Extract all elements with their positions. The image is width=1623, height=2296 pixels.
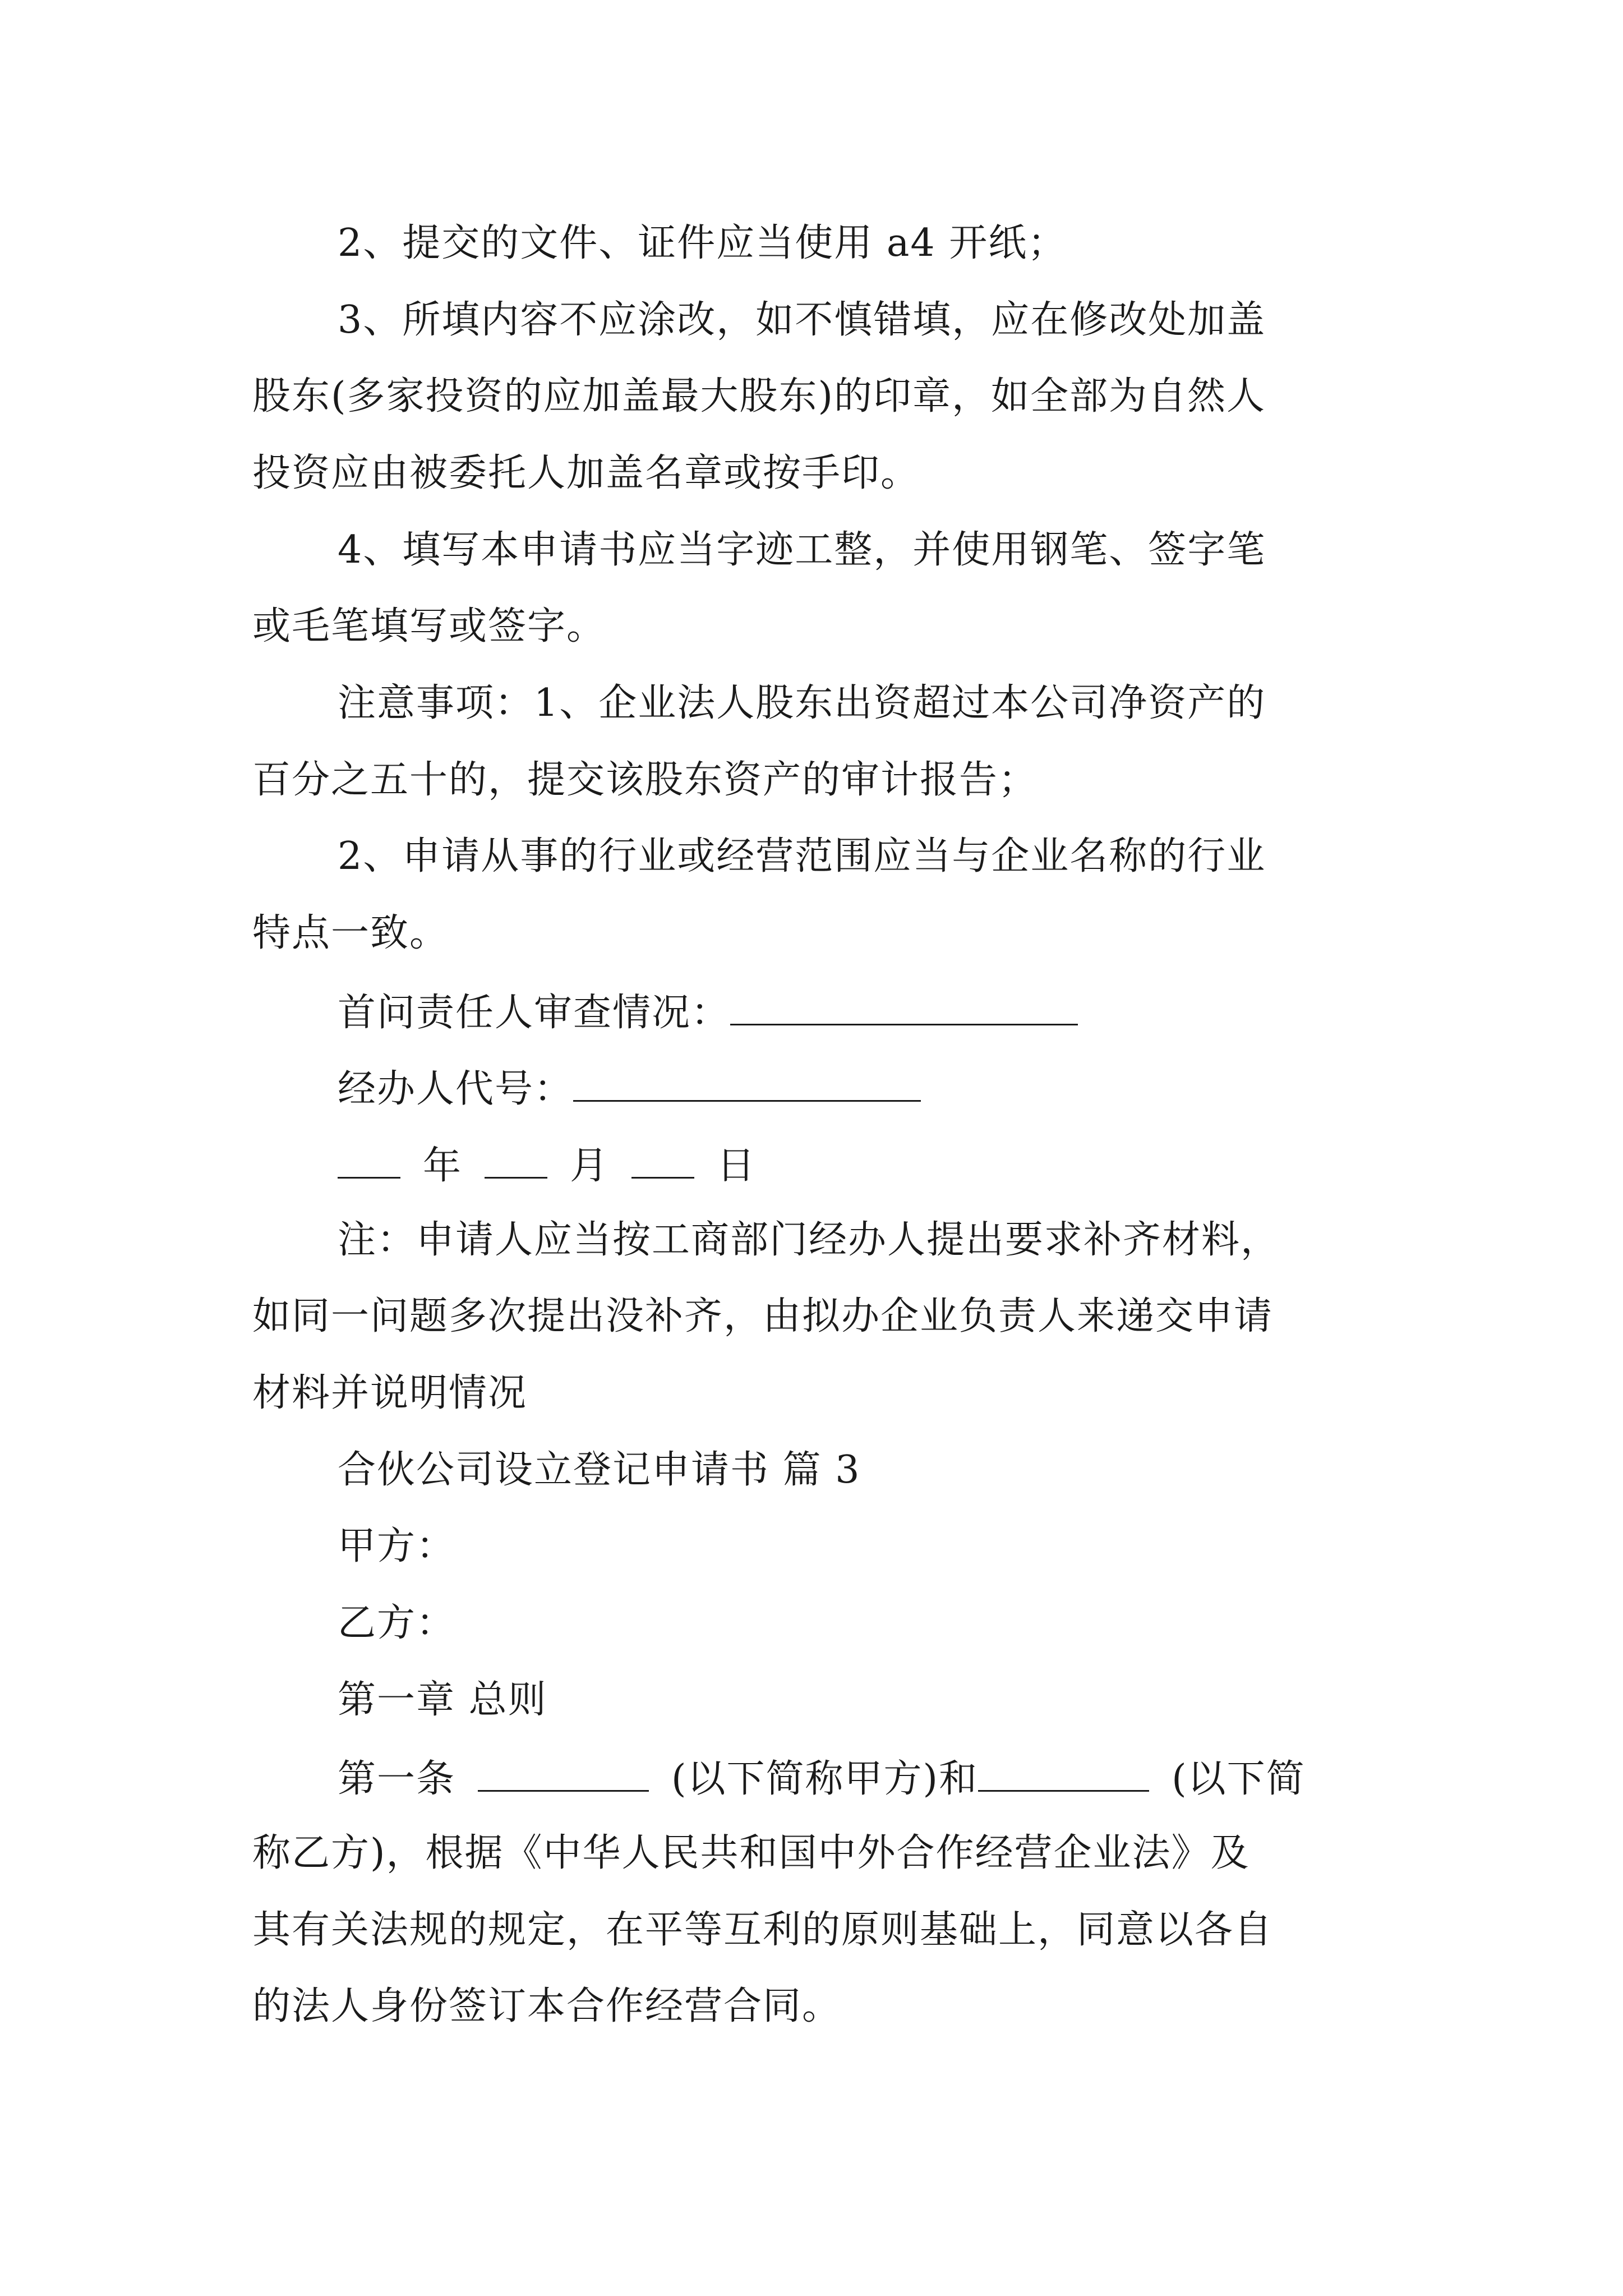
- party-a-abbrev: (以下简称甲方)和: [671, 1757, 979, 1801]
- text-line: 或毛笔填写或签字。: [252, 604, 606, 648]
- article-one-label: 第一条: [338, 1757, 456, 1801]
- party-a-label: 甲方：: [338, 1524, 456, 1568]
- month-label: 月: [570, 1144, 610, 1188]
- text-line: 材料并说明情况: [252, 1371, 528, 1415]
- year-label: 年: [423, 1144, 463, 1188]
- text-line: 其有关法规的规定，在平等互利的原则基础上，同意以各自: [252, 1908, 1274, 1952]
- text-line: 百分之五十的，提交该股东资产的审计报告；: [252, 758, 1038, 802]
- text-line: 的法人身份签订本合作经营合同。: [252, 1984, 842, 2028]
- day-blank: [631, 1144, 694, 1179]
- party-b-label: 乙方：: [338, 1601, 456, 1645]
- day-label: 日: [717, 1144, 757, 1188]
- chapter-heading: 第一章 总则: [338, 1678, 547, 1722]
- text-line: 注：申请人应当按工商部门经办人提出要求补齐材料，: [338, 1218, 1280, 1262]
- text-line: 如同一问题多次提出没补齐，由拟办企业负责人来递交申请: [252, 1294, 1274, 1338]
- text-line: 4、填写本申请书应当字迹工整，并使用钢笔、签字笔: [338, 528, 1266, 572]
- date-line: [338, 1144, 1392, 1188]
- agent-code-line: [338, 1067, 1392, 1111]
- review-label: 首问责任人审查情况：: [338, 991, 731, 1035]
- party-b-abbrev: (以下简: [1172, 1757, 1306, 1801]
- text-line: 3、所填内容不应涂改，如不慎错填，应在修改处加盖: [338, 298, 1266, 342]
- review-blank: [730, 991, 1078, 1025]
- article-one-line: [338, 1757, 1392, 1801]
- text-line: 称乙方)，根据《中华人民共和国中外合作经营企业法》及: [252, 1831, 1250, 1875]
- party-a-blank: [478, 1757, 649, 1792]
- text-line: 注意事项：1、企业法人股东出资超过本公司净资产的: [338, 681, 1266, 725]
- text-line: 特点一致。: [252, 911, 449, 955]
- agent-code-blank: [573, 1068, 921, 1102]
- text-line: 2、提交的文件、证件应当使用 a4 开纸；: [338, 221, 1067, 265]
- text-line: 股东(多家投资的应加盖最大股东)的印章，如全部为自然人: [252, 374, 1266, 418]
- text-line: 2、申请从事的行业或经营范围应当与企业名称的行业: [338, 834, 1266, 878]
- agent-code-label: 经办人代号：: [338, 1067, 574, 1111]
- year-blank: [338, 1144, 400, 1179]
- party-b-blank: [978, 1757, 1149, 1792]
- section-title: 合伙公司设立登记申请书 篇 3: [338, 1448, 861, 1492]
- text-line: 投资应由被委托人加盖名章或按手印。: [252, 451, 920, 495]
- month-blank: [485, 1144, 547, 1179]
- review-line: [338, 991, 1392, 1035]
